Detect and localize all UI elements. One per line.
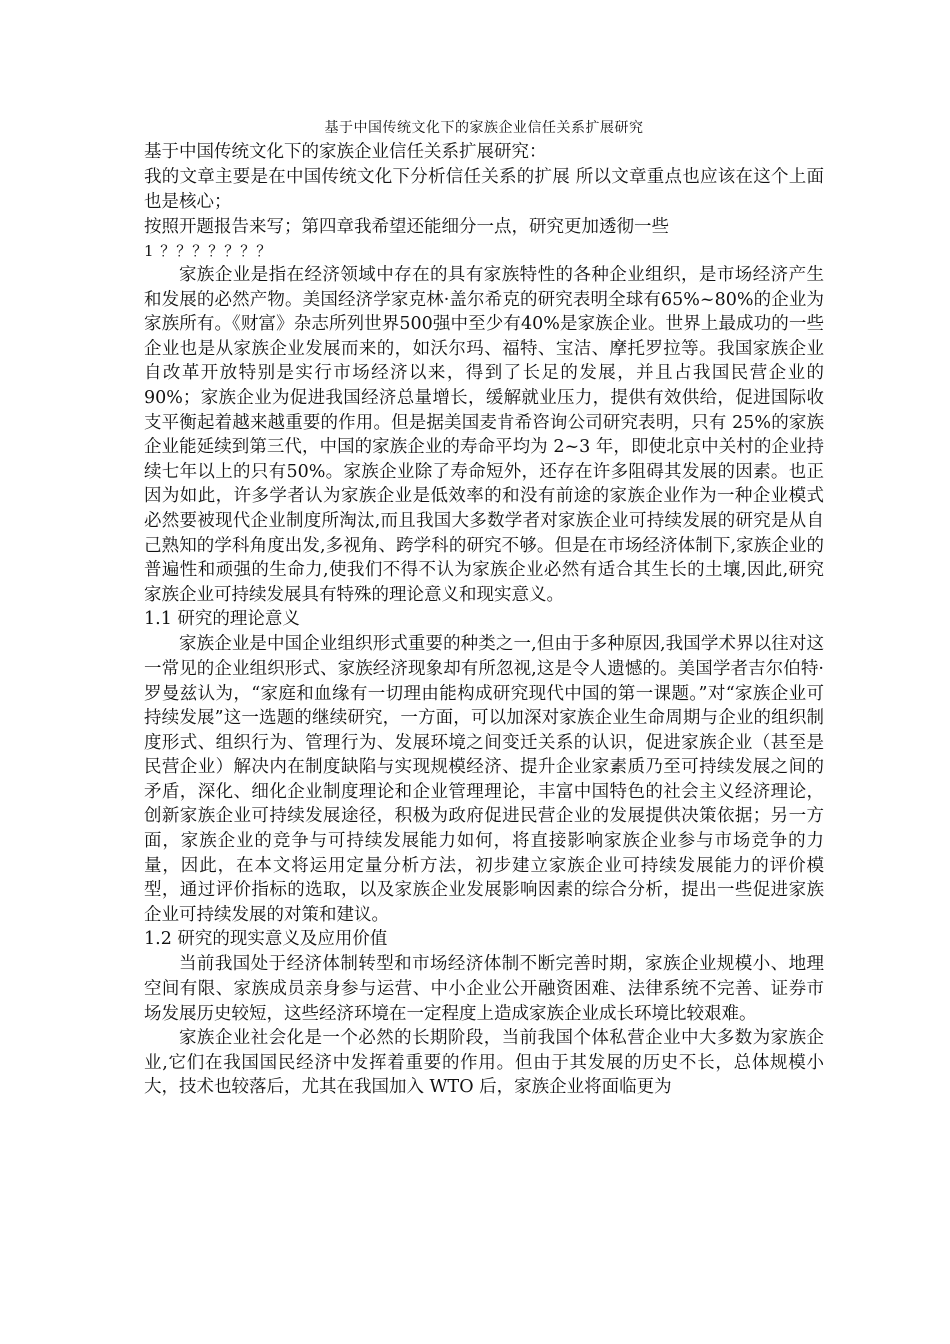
body-paragraph: 家族企业社会化是一个必然的长期阶段，当前我国个体私营企业中大多数为家族企业,它们在我国国民经济中发挥着重要的作用。但由于其发展的历史不长，总体规模小大，技术也较落后，尤其在我国加入 WTO 后，家族企业将面临更为 [144, 1028, 824, 1098]
intro-line: 基于中国传统文化下的家族企业信任关系扩展研究： [144, 142, 547, 162]
garbled-section-heading: 1 ？？？？？？？ [144, 242, 273, 260]
document-page [144, 118, 824, 1100]
section-heading: 1.2 研究的现实意义及应用价值 [144, 929, 388, 950]
body-paragraph: 家族企业是中国企业组织形式重要的种类之一,但由于多种原因,我国学术界以往对这一常见的企业组织形式、家族经济现象却有所忽视,这是令人遗憾的。美国学者吉尔伯特·罗曼兹认为，“家庭和血缘有一切理由能构成研究现代中国的第一课题。”对“家族企业可持续发展”这一选题的继续研究，一方面，可以加深对家族企业生命周期与企业的组织制度形式、组织行为、管理行为、发展环境之间变迁关系的认识，促进家族企业（甚至是民营企业）解决内在制度缺陷与实现规模经济、提升企业家素质乃至可持续发展之间的矛盾，深化、细化企业制度理论和企业管理理论，丰富中国特色的社会主义经济理论，创新家族企业可持续发展途径，积极为政府促进民营企业的发展提供决策依据；另一方面，家族企业的竞争与可持续发展能力如何，将直接影响家族企业参与市场竞争的力量，因此，在本文将运用定量分析方法，初步建立家族企业可持续发展能力的评价模型，通过评价指标的选取，以及家族企业发展影响因素的综合分析，提出一些促进家族企业可持续发展的对策和建议。 [144, 634, 824, 925]
intro-line: 按照开题报告来写；第四章我希望还能细分一点，研究更加透彻一些 [144, 217, 669, 237]
body-paragraph: 家族企业是指在经济领域中存在的具有家族特性的各种企业组织，是市场经济产生和发展的必然产物。美国经济学家克林·盖尔希克的研究表明全球有65%~80%的企业为家族所有。《财富》杂志所列世界500强中至少有40%是家族企业。世界上最成功的一些企业也是从家族企业发展而来的，如沃尔玛、福特、宝洁、摩托罗拉等。我国家族企业自改革开放特别是实行市场经济以来，得到了长足的发展，并且占我国民营企业的 90%；家族企业为促进我国经济总量增长，缓解就业压力，提供有效供给，促进国际收支平衡起着越来越重要的作用。但是据美国麦肯希咨询公司研究表明，只有 25%的家族企业能延续到第三代，中国的家族企业的寿命平均为 2~3 年，即使北京中关村的企业持续七年以上的只有50%。家族企业除了寿命短外，还存在许多阻碍其发展的因素。也正因为如此，许多学者认为家族企业是低效率的和没有前途的家族企业作为一种企业模式必然要被现代企业制度所淘汰,而且我国大多数学者对家族企业可持续发展的研究是从自己熟知的学科角度出发,多视角、跨学科的研究不够。但是在市场经济体制下,家族企业的普遍性和顽强的生命力,使我们不得不认为家族企业必然有适合其生长的土壤,因此,研究家族企业可持续发展具有特殊的理论意义和现实意义。 [144, 265, 824, 605]
section-heading: 1.1 研究的理论意义 [144, 609, 300, 630]
body-paragraph: 当前我国处于经济体制转型和市场经济体制不断完善时期，家族企业规模小、地理空间有限、家族成员亲身参与运营、中小企业公开融资困难、法律系统不完善、证券市场发展历史较短，这些经济环境在一定程度上造成家族企业成长环境比较艰难。 [144, 954, 824, 1024]
intro-line: 我的文章主要是在中国传统文化下分析信任关系的扩展 所以文章重点也应该在这个上面 也是核心； [144, 167, 824, 212]
document-title: 基于中国传统文化下的家族企业信任关系扩展研究 [324, 120, 644, 136]
